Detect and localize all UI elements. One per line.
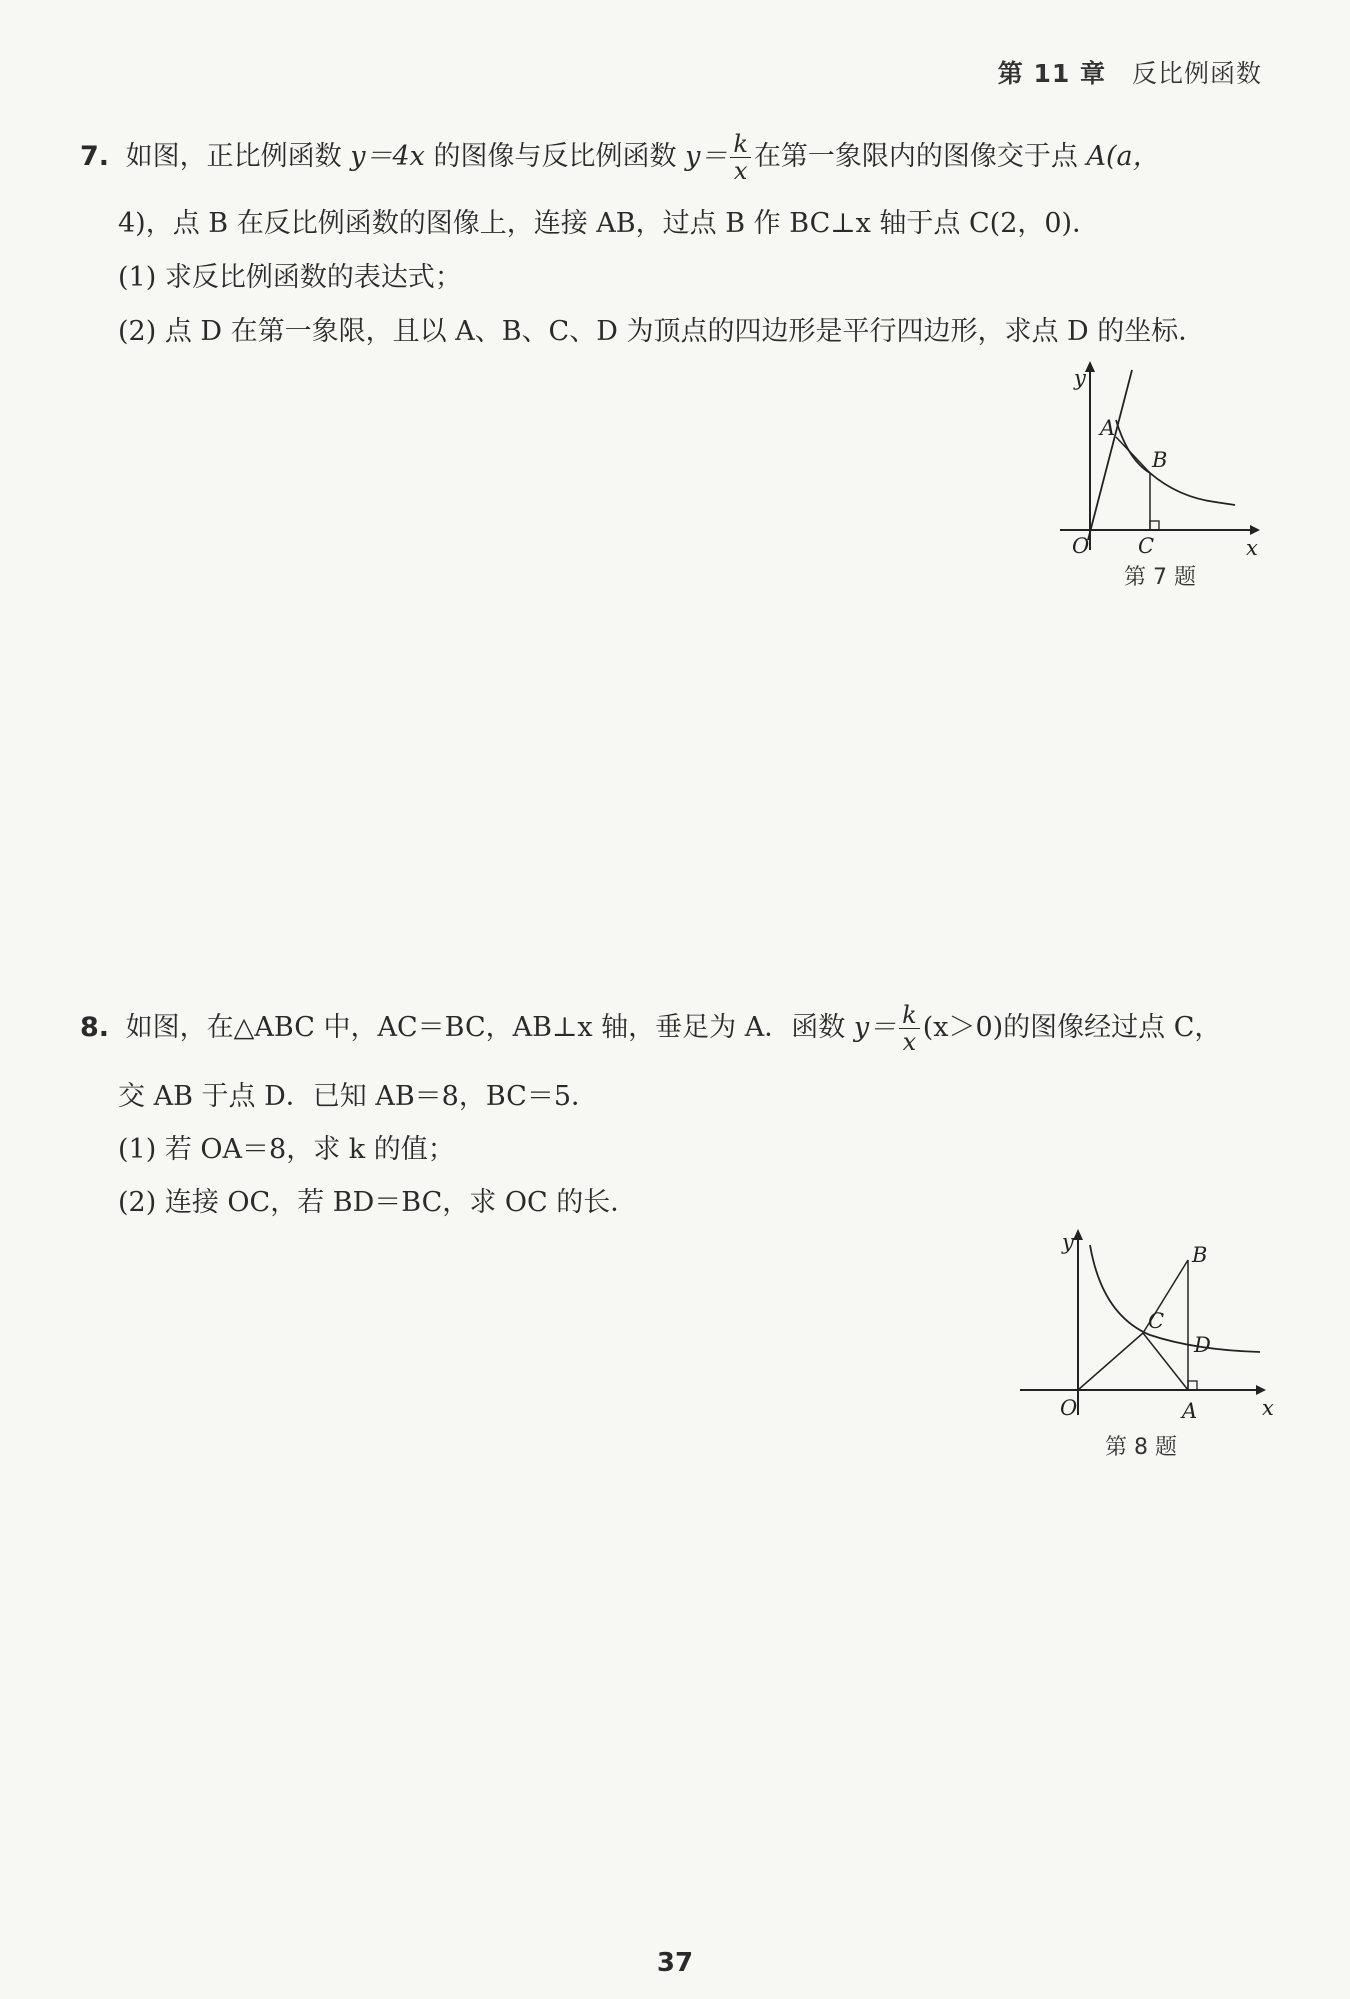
- q7-label-y: y: [1074, 366, 1086, 390]
- q8-label-a: A: [1182, 1399, 1198, 1423]
- q8-line1: [80, 1002, 1221, 1055]
- chapter-number: 第 11 章: [997, 59, 1106, 88]
- q8-label-x: x: [1262, 1396, 1274, 1420]
- q7-subquestion-2: (2) 点 D 在第一象限，且以 A、B、C、D 为顶点的四边形是平行四边形，求点 D 的坐标．: [118, 316, 1206, 347]
- q7-x-arrow-icon: [1250, 525, 1260, 535]
- q7-formula-y: y＝: [685, 141, 728, 172]
- q8-subquestion-1: (1) 若 OA＝8，求 k 的值；: [118, 1134, 455, 1165]
- q8-label-c: C: [1148, 1309, 1165, 1333]
- q7-fraction: [730, 131, 751, 184]
- q7-fraction-denominator: x: [733, 157, 748, 185]
- q8-label-o: O: [1060, 1396, 1078, 1420]
- q8-x-arrow-icon: [1256, 1385, 1266, 1395]
- q8-label-b: B: [1192, 1243, 1208, 1267]
- q8-y-arrow-icon: [1073, 1229, 1083, 1240]
- q7-subquestion-1: (1) 求反比例函数的表达式；: [118, 262, 462, 293]
- q7-line-y4x: [1088, 370, 1132, 540]
- q7-segment-ab: [1116, 437, 1150, 473]
- q8-hyperbola: [1090, 1245, 1260, 1352]
- q7-y-arrow-icon: [1085, 361, 1095, 372]
- q7-right-angle-mark: [1150, 521, 1159, 530]
- q8-label-y: y: [1062, 1230, 1074, 1254]
- q8-line2: 交 AB 于点 D．已知 AB＝8，BC＝5．: [118, 1081, 599, 1112]
- page-number: 37: [656, 1948, 694, 1978]
- q7-text-e: 在第一象限内的图像交于点: [753, 141, 1078, 172]
- q7-figure: [1060, 355, 1270, 555]
- q7-label-o: O: [1072, 534, 1090, 555]
- q8-segment-oc: [1078, 1333, 1143, 1390]
- q7-hyperbola: [1116, 420, 1235, 505]
- q8-subquestion-2: (2) 连接 OC，若 BD＝BC，求 OC 的长．: [118, 1187, 638, 1218]
- q8-fraction-numerator: k: [899, 1002, 920, 1029]
- q7-line2: 4)，点 B 在反比例函数的图像上，连接 AB，过点 B 作 BC⊥x 轴于点 C(2，0)．: [118, 208, 1100, 239]
- q8-label-d: D: [1194, 1333, 1211, 1357]
- q7-number: 7.: [80, 141, 110, 172]
- q8-text-c: (x＞0)的图像经过点 C，: [922, 1012, 1222, 1043]
- q7-point-a: A(a，: [1086, 141, 1160, 172]
- chapter-title: 反比例函数: [1131, 59, 1262, 88]
- q7-label-c: C: [1138, 534, 1155, 555]
- q8-segment-ac: [1143, 1333, 1188, 1390]
- q7-caption: 第 7 题: [1124, 565, 1196, 590]
- q8-fraction: [899, 1002, 920, 1055]
- q8-figure: [1010, 1225, 1280, 1425]
- q8-caption: 第 8 题: [1105, 1435, 1177, 1460]
- q8-text-a: 如图，在△ABC 中，AC＝BC，AB⊥x 轴，垂足为 A．函数: [125, 1012, 846, 1043]
- chapter-header: [998, 54, 1262, 90]
- q8-fraction-denominator: x: [902, 1028, 917, 1056]
- q7-text-a: 如图，正比例函数: [125, 141, 342, 172]
- q7-label-b: B: [1152, 448, 1168, 472]
- q8-number: 8.: [80, 1012, 110, 1043]
- q7-fraction-numerator: k: [730, 131, 751, 158]
- q7-label-x: x: [1246, 536, 1258, 555]
- q8-formula-y: y＝: [853, 1012, 897, 1043]
- q7-text-c: 的图像与反比例函数: [433, 141, 677, 172]
- q7-formula-direct: y＝4x: [350, 141, 425, 172]
- q7-line1: [80, 131, 1160, 184]
- q8-right-angle-mark: [1188, 1381, 1197, 1390]
- q7-label-a: A: [1100, 416, 1116, 440]
